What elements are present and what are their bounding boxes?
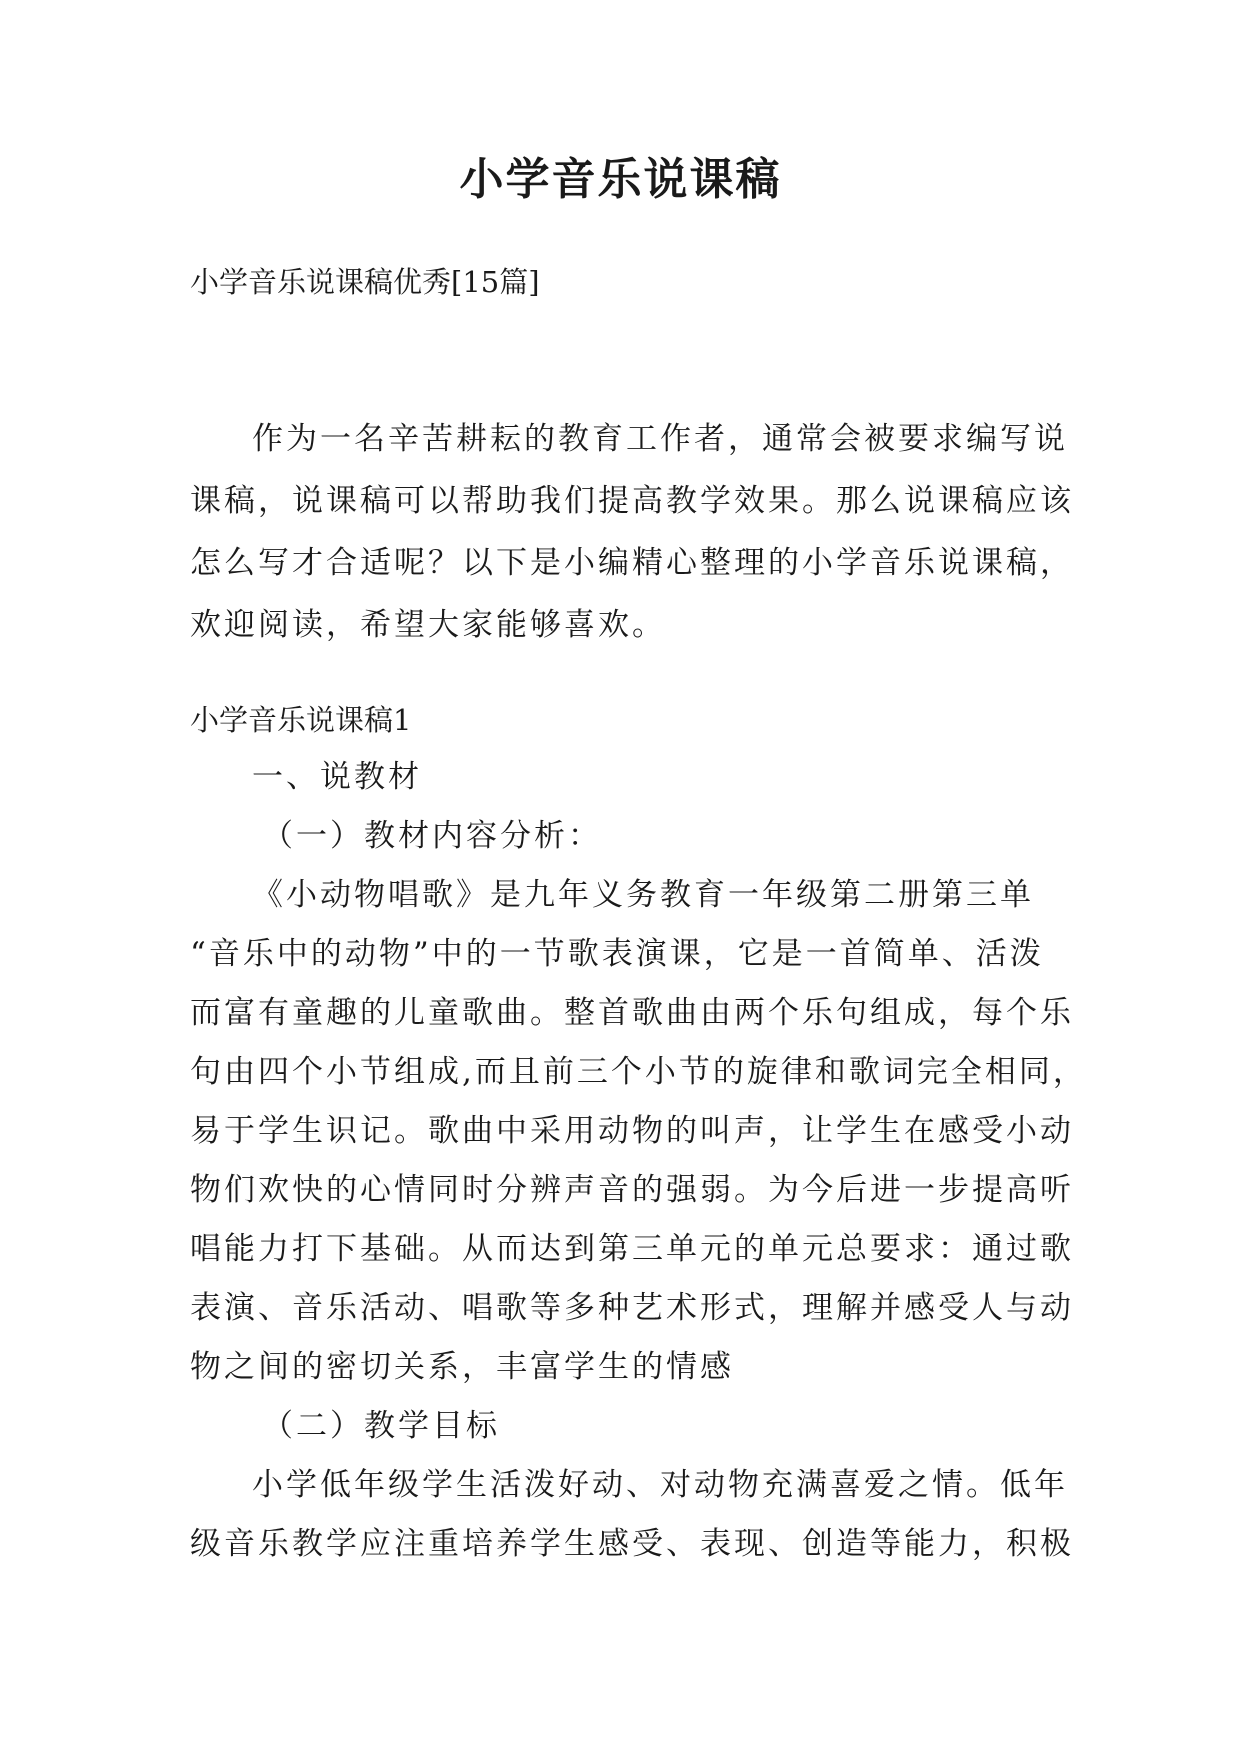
paragraph-line: 小学低年级学生活泼好动、对动物充满喜爱之情。低年 <box>252 1467 1068 1503</box>
paragraph-line: 怎么写才合适呢？以下是小编精心整理的小学音乐说课稿， <box>190 545 1074 581</box>
paragraph-line: 物之间的密切关系，丰富学生的情感 <box>190 1349 734 1385</box>
paragraph-line: 表演、音乐活动、唱歌等多种艺术形式，理解并感受人与动 <box>190 1290 1074 1326</box>
paragraph-line: 级音乐教学应注重培养学生感受、表现、创造等能力，积极 <box>190 1526 1074 1562</box>
document-subtitle: 小学音乐说课稿优秀[15篇] <box>190 265 540 299</box>
section-body <box>190 748 1087 1574</box>
paragraph-line: 易于学生识记。歌曲中采用动物的叫声，让学生在感受小动 <box>190 1113 1074 1149</box>
paragraph-line: 《小动物唱歌》是九年义务教育一年级第二册第三单 <box>252 877 1034 913</box>
intro-paragraph <box>190 408 1074 656</box>
paragraph-line: 句由四个小节组成,而且前三个小节的旋律和歌词完全相同， <box>190 1054 1087 1090</box>
paragraph-line: 物们欢快的心情同时分辨声音的强弱。为今后进一步提高听 <box>190 1172 1074 1208</box>
section-heading: 小学音乐说课稿1 <box>190 703 412 737</box>
heading-line: （一）教材内容分析： <box>262 818 602 854</box>
paragraph-line: 欢迎阅读，希望大家能够喜欢。 <box>190 607 666 643</box>
paragraph-line: 唱能力打下基础。从而达到第三单元的单元总要求：通过歌 <box>190 1231 1074 1267</box>
document-title: 小学音乐说课稿 <box>459 154 782 205</box>
heading-line: 一、说教材 <box>252 759 422 795</box>
paragraph-line: 课稿，说课稿可以帮助我们提高教学效果。那么说课稿应该 <box>190 483 1074 519</box>
paragraph-line: “音乐中的动物”中的一节歌表演课，它是一首简单、活泼 <box>190 936 1044 972</box>
paragraph-line: 作为一名辛苦耕耘的教育工作者，通常会被要求编写说 <box>252 421 1068 457</box>
heading-line: （二）教学目标 <box>262 1408 500 1444</box>
paragraph-line: 而富有童趣的儿童歌曲。整首歌曲由两个乐句组成，每个乐 <box>190 995 1074 1031</box>
